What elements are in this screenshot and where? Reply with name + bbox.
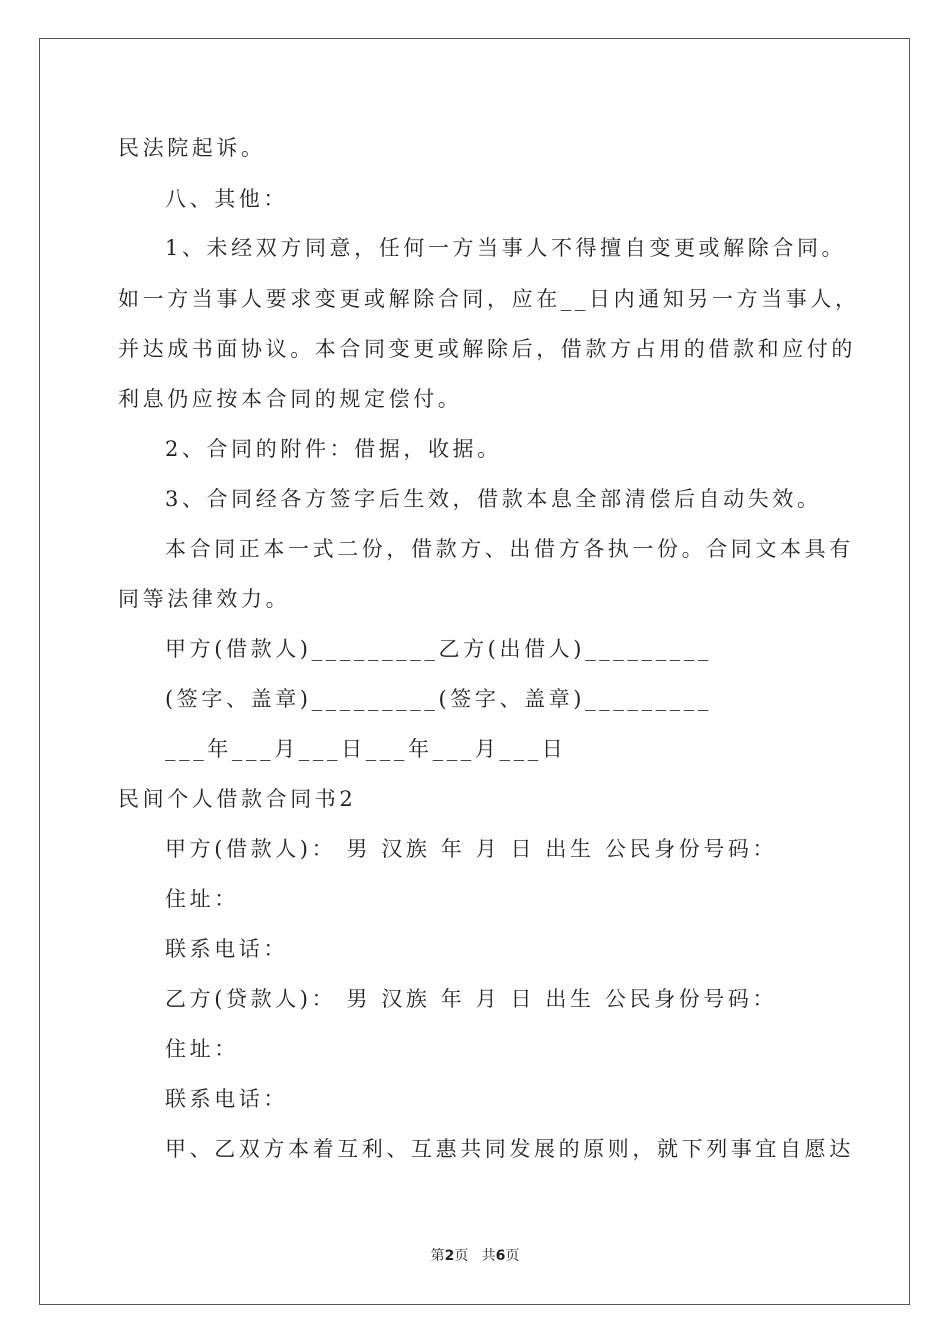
page-border <box>39 38 910 1305</box>
party-a-phone: 联系电话： <box>165 937 288 961</box>
party-b-info: 乙方(贷款人)： 男 汉族 年 月 日 出生 公民身份号码： <box>165 987 778 1011</box>
signature-seal-line: (签字、盖章)_________(签字、盖章)_________ <box>165 687 712 711</box>
document-title: 民间个人借款合同书2 <box>118 787 357 811</box>
footer-page-number: 2 <box>444 1248 455 1264</box>
footer-page-prefix: 第 <box>430 1248 445 1264</box>
section-heading: 八、其他： <box>165 187 288 211</box>
clause-paragraph: 2、合同的附件：借据，收据。 <box>165 437 502 461</box>
body-paragraph: 本合同正本一式二份，借款方、出借方各执一份。合同文本具有 <box>165 537 854 561</box>
clause-paragraph: 1、未经双方同意，任何一方当事人不得擅自变更或解除合同。 <box>165 236 847 260</box>
party-a-info: 甲方(借款人)： 男 汉族 年 月 日 出生 公民身份号码： <box>165 837 778 861</box>
body-text-line: 如一方当事人要求变更或解除合同，应在__日内通知另一方当事人， <box>118 287 860 311</box>
body-text-line: 利息仍应按本合同的规定偿付。 <box>118 387 463 411</box>
body-text-line: 同等法律效力。 <box>118 587 291 611</box>
body-text-line: 并达成书面协议。本合同变更或解除后，借款方占用的借款和应付的 <box>118 337 856 361</box>
signature-date-line: ___年___月___日___年___月___日 <box>165 737 567 761</box>
party-b-phone: 联系电话： <box>165 1087 288 1111</box>
signature-parties-line: 甲方(借款人)_________乙方(出借人)_________ <box>165 637 712 661</box>
footer-total-suffix: 页 <box>505 1248 520 1264</box>
party-b-address: 住址： <box>165 1037 239 1061</box>
party-a-address: 住址： <box>165 887 239 911</box>
footer-total-pages: 6 <box>495 1248 506 1264</box>
footer-total-prefix: 共 <box>481 1248 496 1264</box>
footer-page-suffix: 页 <box>454 1248 469 1264</box>
page-footer <box>0 1245 950 1265</box>
body-paragraph: 甲、乙双方本着互利、互惠共同发展的原则，就下列事宜自愿达 <box>165 1137 854 1161</box>
clause-paragraph: 3、合同经各方签字后生效，借款本息全部清偿后自动失效。 <box>165 487 822 511</box>
body-text-line: 民法院起诉。 <box>118 136 266 160</box>
